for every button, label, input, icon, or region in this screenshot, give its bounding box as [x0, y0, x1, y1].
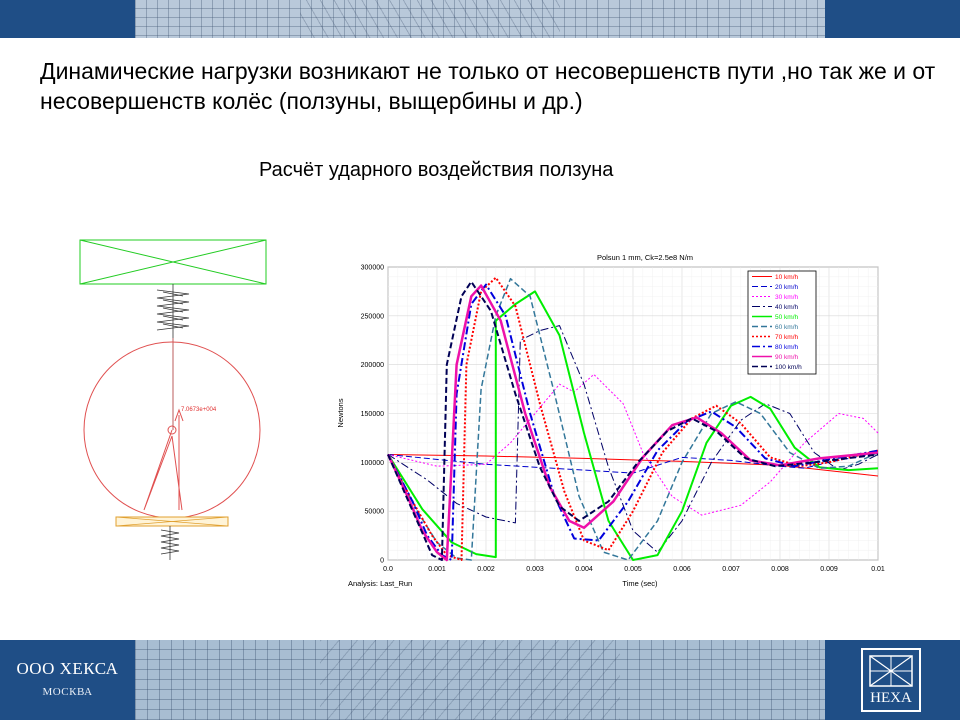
slide-subtitle: Расчёт ударного воздействия ползуна [259, 159, 614, 181]
chart-svg [330, 245, 890, 590]
y-tick-label: 250000 [360, 313, 384, 321]
company-name: ООО ХЕКСА [16, 659, 119, 678]
x-tick-label: 0.007 [722, 566, 740, 573]
legend-label: 40 km/h [775, 304, 799, 311]
legend-label: 50 km/h [775, 314, 799, 321]
contact-triangle [144, 430, 182, 510]
x-tick-label: 0.009 [820, 566, 838, 573]
x-tick-label: 0.006 [673, 566, 691, 573]
bottom-banner [0, 640, 960, 720]
analysis-label: Analysis: Last_Run [348, 579, 413, 588]
legend-label: 10 km/h [775, 274, 799, 281]
x-tick-label: 0.004 [575, 566, 593, 573]
top-banner [0, 0, 960, 38]
y-tick-label: 0 [380, 557, 384, 565]
hexa-logo [861, 648, 921, 712]
x-tick-label: 0.003 [526, 566, 544, 573]
x-tick-label: 0.001 [428, 566, 446, 573]
legend-label: 90 km/h [775, 354, 799, 361]
top-spring-icon [157, 284, 189, 338]
legend-label: 80 km/h [775, 344, 799, 351]
y-axis-label: Newtons [336, 398, 345, 428]
slide-heading: Динамические нагрузки возникают не только от несовершенств пути ,но так же и от несовершенств колёс (ползуны, выщербины и др.) [40, 58, 936, 114]
y-tick-label: 150000 [360, 411, 384, 418]
hexa-logo-grid-icon [869, 655, 913, 687]
chart-title: Polsun 1 mm, Ck=2.5e8 N/m [596, 253, 694, 262]
x-tick-label: 0.01 [871, 566, 885, 573]
wheel-model-diagram [24, 210, 304, 560]
bottom-spring-icon [161, 526, 179, 560]
x-tick-label: 0.0 [383, 566, 393, 573]
y-tick-label: 300000 [360, 264, 384, 272]
x-tick-label: 0.008 [771, 566, 789, 573]
x-tick-label: 0.005 [624, 566, 642, 573]
y-tick-label: 100000 [360, 459, 384, 467]
y-tick-label: 200000 [360, 362, 384, 370]
legend-label: 30 km/h [775, 294, 799, 301]
x-tick-label: 0.002 [477, 566, 495, 573]
wheel-model-svg [24, 210, 304, 560]
legend-label: 60 km/h [775, 324, 799, 331]
legend-label: 100 km/h [775, 364, 802, 371]
legend-label: 70 km/h [775, 334, 799, 341]
bottom-banner-mesh-overlay [320, 640, 620, 720]
impact-force-chart [330, 245, 890, 590]
force-label: 7.0673e+004 [181, 407, 217, 413]
hexa-logo-text: HEXA [870, 690, 912, 706]
y-tick-label: 50000 [364, 508, 384, 516]
company-city: МОСКВА [42, 686, 93, 698]
top-banner-mesh-overlay [300, 0, 560, 38]
legend-label: 20 km/h [775, 284, 799, 291]
x-axis-label: Time (sec) [622, 579, 658, 588]
